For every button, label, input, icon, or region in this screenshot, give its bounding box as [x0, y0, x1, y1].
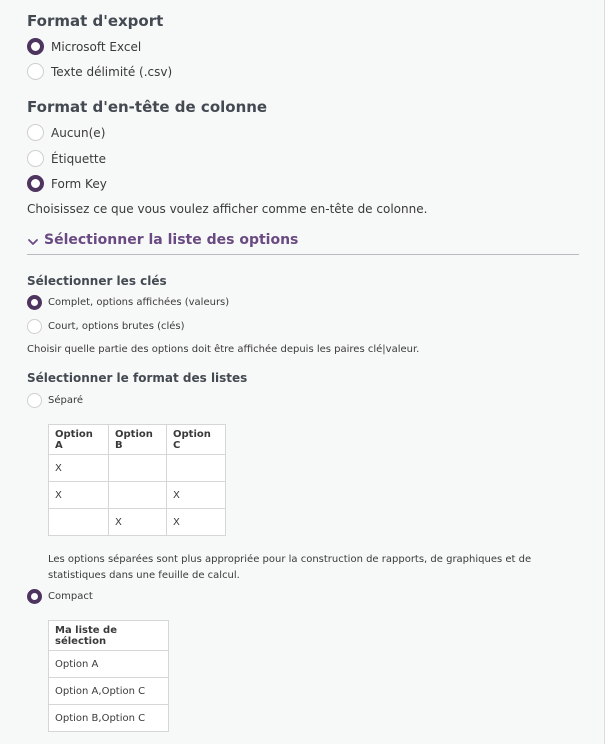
- radio-label: Étiquette: [51, 151, 107, 166]
- options-section-toggle[interactable]: [27, 232, 579, 255]
- table-cell: [109, 482, 167, 509]
- list-format-compact-option[interactable]: [27, 589, 93, 604]
- table-header: Option C: [167, 425, 226, 455]
- table-cell: Option B,Option C: [49, 705, 169, 732]
- table-cell: Option A,Option C: [49, 678, 169, 705]
- table-header: Ma liste de sélection: [49, 621, 169, 651]
- radio-unchecked-icon[interactable]: [27, 393, 42, 408]
- radio-label: Court, options brutes (clés): [48, 321, 185, 332]
- table-cell: Option A: [49, 651, 169, 678]
- radio-label: Microsoft Excel: [51, 39, 142, 54]
- list-format-separated-option[interactable]: [27, 393, 83, 408]
- header-format-heading: Format d'en-tête de colonne: [27, 98, 268, 116]
- header-format-label-option[interactable]: [27, 150, 106, 167]
- table-header: Option B: [109, 425, 167, 455]
- table-cell: X: [49, 482, 109, 509]
- radio-unchecked-icon[interactable]: [27, 124, 44, 141]
- table-cell: [109, 455, 167, 482]
- radio-label: Form Key: [51, 176, 107, 191]
- table-cell: X: [109, 509, 167, 536]
- table-header: Option A: [49, 425, 109, 455]
- separated-help-line-2: statistiques dans une feuille de calcul.: [48, 570, 240, 581]
- table-row: [49, 678, 169, 705]
- table-row: [49, 509, 226, 536]
- header-format-help: Choisissez ce que vous voulez afficher comme en-tête de colonne.: [27, 202, 428, 216]
- options-section-title: Sélectionner la liste des options: [44, 232, 299, 248]
- table-row: [49, 705, 169, 732]
- separated-help-line-1: Les options séparées sont plus appropriée pour la construction de rapports, de graphiques et de: [48, 554, 532, 565]
- list-format-heading: Sélectionner le format des listes: [27, 371, 248, 385]
- separated-example-table: [48, 424, 226, 536]
- keys-full-option[interactable]: [27, 295, 229, 310]
- radio-checked-icon[interactable]: [27, 589, 42, 604]
- radio-unchecked-icon[interactable]: [27, 319, 42, 334]
- radio-label: Séparé: [48, 395, 84, 406]
- radio-unchecked-icon[interactable]: [27, 63, 44, 80]
- radio-label: Aucun(e): [51, 125, 106, 140]
- table-cell: X: [167, 509, 226, 536]
- export-format-csv-option[interactable]: [27, 63, 172, 80]
- table-cell: [167, 455, 226, 482]
- table-cell: [49, 509, 109, 536]
- header-format-none-option[interactable]: [27, 124, 105, 141]
- table-row: [49, 651, 169, 678]
- compact-example-table: [48, 620, 169, 732]
- table-row: [49, 482, 226, 509]
- radio-checked-icon[interactable]: [27, 175, 44, 192]
- radio-label: Texte délimité (.csv): [51, 64, 173, 79]
- radio-label: Complet, options affichées (valeurs): [48, 297, 230, 308]
- radio-label: Compact: [48, 591, 93, 602]
- header-format-formkey-option[interactable]: [27, 175, 107, 192]
- chevron-down-icon: [27, 236, 39, 248]
- export-format-heading: Format d'export: [27, 12, 164, 30]
- radio-unchecked-icon[interactable]: [27, 150, 44, 167]
- keys-short-option[interactable]: [27, 319, 185, 334]
- table-cell: X: [49, 455, 109, 482]
- export-format-excel-option[interactable]: [27, 38, 141, 55]
- table-row: [49, 455, 226, 482]
- radio-checked-icon[interactable]: [27, 38, 44, 55]
- keys-heading: Sélectionner les clés: [27, 274, 167, 288]
- radio-checked-icon[interactable]: [27, 295, 42, 310]
- keys-help: Choisir quelle partie des options doit être affichée depuis les paires clé|valeur.: [27, 344, 420, 355]
- table-cell: X: [167, 482, 226, 509]
